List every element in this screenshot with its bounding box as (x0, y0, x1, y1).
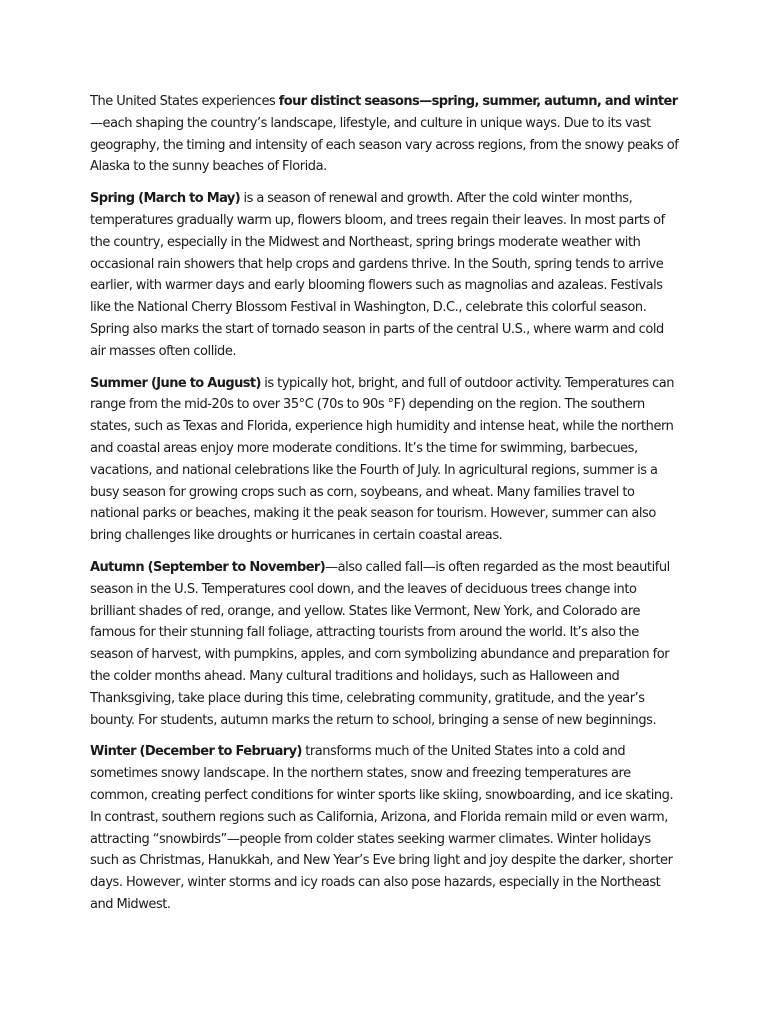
intro-paragraph (90, 91, 680, 178)
intro-bold-text: four distinct seasons—spring, summer, autumn, and winter (278, 94, 678, 109)
autumn-text: —also called fall—is often regarded as the most beautiful season in the U.S. Temperatures cool down, and the leaves of deciduous trees change into brilliant shades of red, orange, and yellow. States like Vermont, New York, and Colorado are famous for their stunning fall foliage, attracting tourists from around the world. It’s also the season of harvest, with pumpkins, apples, and corn symbolizing abundance and preparation for the colder months ahead. Many cultural traditions and holidays, such as Halloween and Thanksgiving, take place during this time, celebrating community, gratitude, and the year’s bounty. For students, autumn marks the return to school, bringing a sense of new beginnings. (90, 559, 670, 728)
autumn-heading: Autumn (September to November) (90, 559, 326, 575)
spring-paragraph (90, 188, 680, 362)
winter-paragraph (90, 741, 680, 915)
autumn-paragraph (90, 557, 680, 731)
intro-text-after: —each shaping the country’s landscape, lifestyle, and culture in unique ways. Due to its vast geography, the timing and intensity of each season vary across regions, from the snowy peaks of Alaska to the sunny beaches of Florida. (90, 115, 679, 175)
summer-text: is typically hot, bright, and full of outdoor activity. Temperatures can range from the mid-20s to over 35°C (70s to 90s °F) depending on the region. The southern states, such as Texas and Florida, experience high humidity and intense heat, while the northern and coastal areas enjoy more moderate conditions. It’s the time for swimming, barbecues, vacations, and national celebrations like the Fourth of July. In agricultural regions, summer is a busy season for growing crops such as corn, soybeans, and wheat. Many families travel to national parks or beaches, making it the peak season for tourism. However, summer can also bring challenges like droughts or hurricanes in certain coastal areas. (90, 375, 675, 544)
summer-paragraph (90, 373, 680, 547)
spring-text: is a season of renewal and growth. After the cold winter months, temperatures gradually warm up, flowers bloom, and trees regain their leaves. In most parts of the country, especially in the Midwest and Northeast, spring brings moderate weather with occasional rain showers that help crops and gardens thrive. In the South, spring tends to arrive earlier, with warmer days and early blooming flowers such as magnolias and azaleas. Festivals like the National Cherry Blossom Festival in Washington, D.C., celebrate this colorful season. Spring also marks the start of tornado season in parts of the central U.S., where warm and cold air masses often collide. (90, 191, 665, 359)
winter-heading: Winter (December to February) (90, 744, 302, 760)
summer-heading: Summer (June to August) (90, 375, 261, 391)
intro-text-before: The United States experiences (90, 94, 279, 109)
document-page (90, 91, 680, 926)
winter-text: transforms much of the United States into a cold and sometimes snowy landscape. In the northern states, snow and freezing temperatures are common, creating perfect conditions for winter sports like skiing, snowboarding, and ice skating. In contrast, southern regions such as California, Arizona, and Florida remain mild or even warm, attracting “snowbirds”—people from colder states seeking warmer climates. Winter holidays such as Christmas, Hanukkah, and New Year’s Eve bring light and joy despite the darker, shorter days. However, winter storms and icy roads can also pose hazards, especially in the Northeast and Midwest. (90, 744, 674, 912)
spring-heading: Spring (March to May) (90, 191, 241, 207)
